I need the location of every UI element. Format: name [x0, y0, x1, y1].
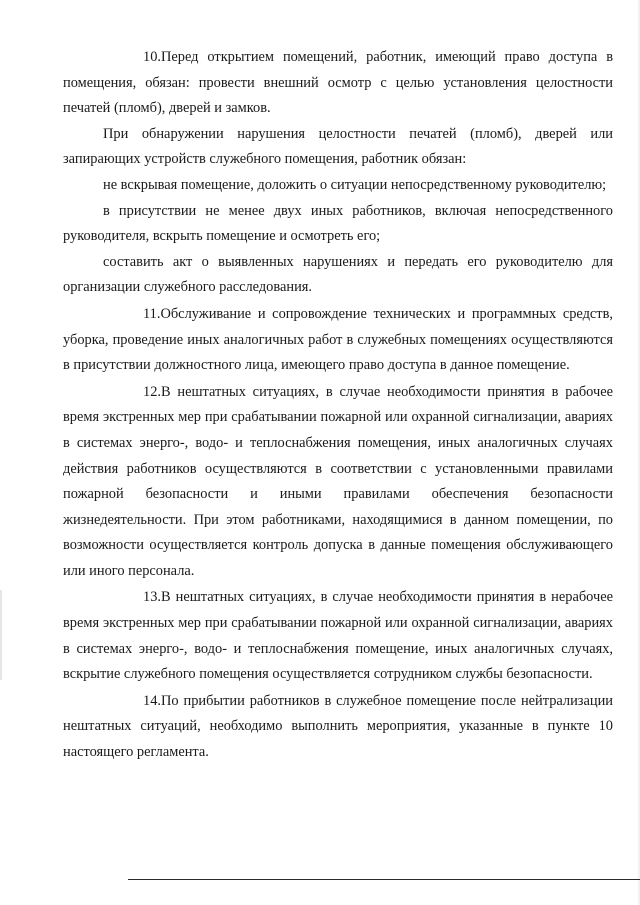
paragraph-step-open	[63, 199, 613, 250]
paragraph-11	[63, 302, 613, 379]
scan-edge-mark	[0, 590, 2, 680]
paragraph-13	[63, 585, 613, 687]
paragraph-number: 13.	[143, 589, 161, 606]
paragraph-text: В нештатных ситуациях, в случае необходимости принятия в рабочее время экстренных мер при срабатывании пожарной или охранной сигнализации, авариях в системах энерго-, водо- и теплоснабжения помещения, иных аналогичных случаях действия работников осуществляются в соответствии с установленными правилами пожарной безопасности и иными правилами обеспечения безопасности жизнедеятельности. При этом работниками, находящимися в данном помещении, по возможности осуществляется контроль допуска в данные помещения обслуживающего или иного персонала.	[63, 383, 613, 579]
paragraph-step-act	[63, 250, 613, 301]
paragraph-text: в присутствии не менее двух иных работников, включая непосредственного руководителя, вскрыть помещение и осмотреть его;	[63, 202, 613, 245]
paragraph-12	[63, 380, 613, 585]
paragraph-text: Перед открытием помещений, работник, имеющий право доступа в помещения, обязан: провести внешний осмотр с целью установления целостности печатей (пломб), дверей и замков.	[63, 49, 613, 117]
paragraph-number: 14.	[143, 692, 161, 709]
document-body	[63, 44, 613, 766]
paragraph-text: не вскрывая помещение, доложить о ситуации непосредственному руководителю;	[103, 176, 607, 193]
paragraph-text: Обслуживание и сопровождение технических и программных средств, уборка, проведение иных аналогичных работ в служебных помещениях осуществляются в присутствии должностного лица, имеющего право доступа в данное помещение.	[63, 305, 613, 374]
paragraph-text: В нештатных ситуациях, в случае необходимости принятия в нерабочее время экстренных мер при срабатывании пожарной или охранной сигнализации, авариях в системах энерго-, водо- и теплоснабжения помещение, иных аналогичных случаях, вскрытие служебного помещения осуществляется сотрудником службы безопасности.	[63, 589, 613, 683]
paragraph-number: 10.	[143, 49, 161, 65]
paragraph-violation-intro	[63, 122, 613, 173]
paragraph-text: При обнаружении нарушения целостности печатей (пломб), дверей или запирающих устройств служебного помещения, работник обязан:	[63, 125, 613, 168]
paragraph-10	[63, 45, 613, 122]
bottom-rule	[128, 879, 640, 880]
paragraph-14	[63, 689, 613, 766]
paragraph-step-report	[63, 173, 613, 199]
paragraph-text: По прибытии работников в служебное помещение после нейтрализации нештатных ситуаций, необходимо выполнить мероприятия, указанные в пункте 10 настоящего регламента.	[63, 692, 613, 761]
paragraph-number: 12.	[143, 383, 161, 400]
paragraph-number: 11.	[143, 305, 161, 322]
paragraph-text: составить акт о выявленных нарушениях и передать его руководителю для организации служебного расследования.	[63, 253, 613, 296]
